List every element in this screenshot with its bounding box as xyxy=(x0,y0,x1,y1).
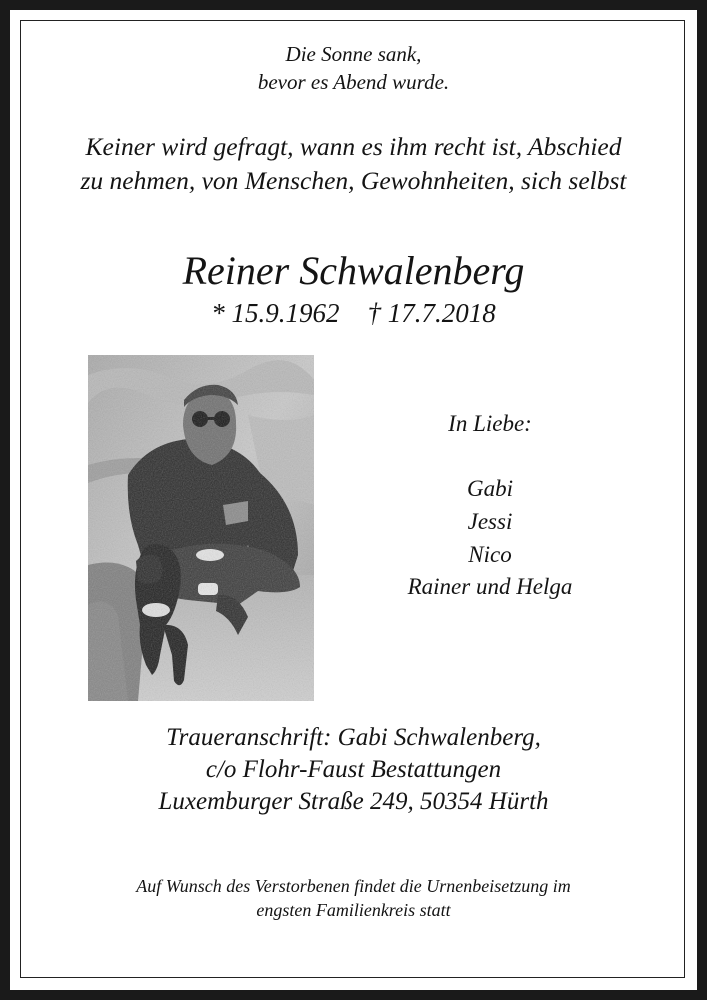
mourners-heading: In Liebe: xyxy=(448,411,532,436)
mourner-name: Rainer und Helga xyxy=(407,574,573,599)
poem-line-1: Die Sonne sank, xyxy=(285,42,422,66)
life-dates xyxy=(10,298,697,329)
quote-line-2: zu nehmen, von Menschen, Gewohnheiten, sich selbst xyxy=(80,166,627,195)
death-date: † 17.7.2018 xyxy=(367,298,496,328)
poem-line-2: bevor es Abend wurde. xyxy=(257,70,450,94)
portrait-photo xyxy=(88,355,314,701)
birth-date: * 15.9.1962 xyxy=(211,298,340,328)
address-line-3: Luxemburger Straße 249, 50354 Hürth xyxy=(158,788,549,815)
address-line-2: c/o Flohr-Faust Bestattungen xyxy=(205,756,502,783)
address-line-1: Traueranschrift: Gabi Schwalenberg, xyxy=(166,724,541,751)
obituary-page xyxy=(10,10,697,990)
mourner-name: Nico xyxy=(468,542,512,567)
deceased-name: Reiner Schwalenberg xyxy=(182,248,525,293)
mourner-name: Gabi xyxy=(467,476,513,501)
note-line-2: engsten Familienkreis statt xyxy=(256,900,451,920)
quote-line-1: Keiner wird gefragt, wann es ihm recht ist, Abschied xyxy=(85,132,622,161)
mourner-name: Jessi xyxy=(467,509,513,534)
note-line-1: Auf Wunsch des Verstorbenen findet die Urnenbeisetzung im xyxy=(136,876,571,896)
